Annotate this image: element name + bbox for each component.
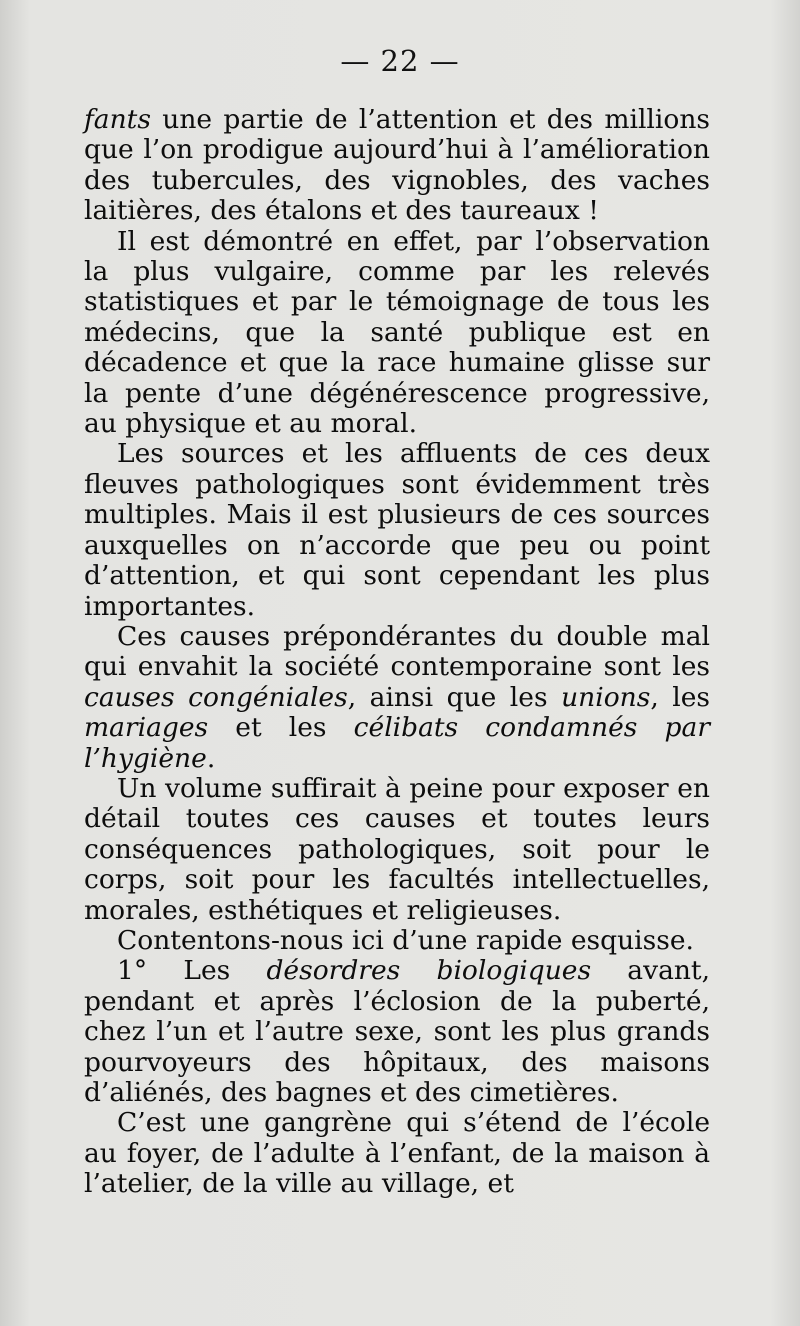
paragraph [84, 926, 710, 956]
text-run: Il est démontré en effet, par l’observation la plus vulgaire, comme par les relevés statistiques et par le témoignage de tous les médecins, que la santé publique est en décadence et que la race humaine glisse sur la pente d’une dégénérescence progressive, au physique et au moral. [84, 225, 710, 440]
paragraph [84, 105, 710, 227]
text-run: 1° Les [117, 955, 267, 987]
page-number: — 22 — [340, 44, 460, 78]
paragraph [84, 439, 710, 621]
text-run: Contentons-nous ici d’une rapide esquisse. [117, 924, 694, 956]
text-run: et les [208, 712, 354, 744]
paragraph [84, 227, 710, 440]
text-run: Un volume suffirait à peine pour exposer en détail toutes ces causes et toutes leurs conséquences pathologiques, soit pour le corps, soit pour les facultés intellectuelles, morales, esthétiques et religieuses. [84, 772, 710, 926]
italic-text: célibats condamnés par l’hygiène [84, 712, 710, 774]
text-run: C’est une gangrène qui s’étend de l’école au foyer, de l’adulte à l’enfant, de la maison à l’atelier, de la ville au village, et [84, 1107, 710, 1200]
paragraph [84, 1108, 710, 1199]
text-run: Les sources et les affluents de ces deux fleuves pathologiques sont évidemment très multiples. Mais il est plusieurs de ces sources auxquelles on n’accorde que peu ou point d’attention, et qui sont cependant les plus importantes. [84, 438, 710, 622]
text-run: Ces causes prépondérantes du double mal qui envahit la société contemporaine sont les [84, 620, 710, 683]
paragraph [84, 956, 710, 1108]
paragraph [84, 774, 710, 926]
italic-text: fants [84, 104, 151, 135]
text-run: , ainsi que les [347, 681, 562, 713]
italic-text: désordres biologiques [266, 955, 592, 987]
paragraph [84, 622, 710, 774]
italic-text: unions [561, 681, 651, 713]
text-run: avant, pendant et après l’éclosion de la puberté, chez l’un et l’autre sexe, sont les plus grands pourvoyeurs des hôpitaux, des maisons d’aliénés, des bagnes et des cimetières. [84, 955, 711, 1108]
italic-text: causes congéniales [84, 681, 348, 713]
body-text [84, 105, 710, 1200]
text-run: . [206, 742, 216, 774]
italic-text: mariages [84, 712, 209, 744]
text-run: une partie de l’attention et des millions que l’on prodigue aujourd’hui à l’amélioration des tubercules, des vignobles, des vaches laitières, des étalons et des taureaux ! [84, 104, 710, 227]
text-run: , les [650, 681, 711, 713]
